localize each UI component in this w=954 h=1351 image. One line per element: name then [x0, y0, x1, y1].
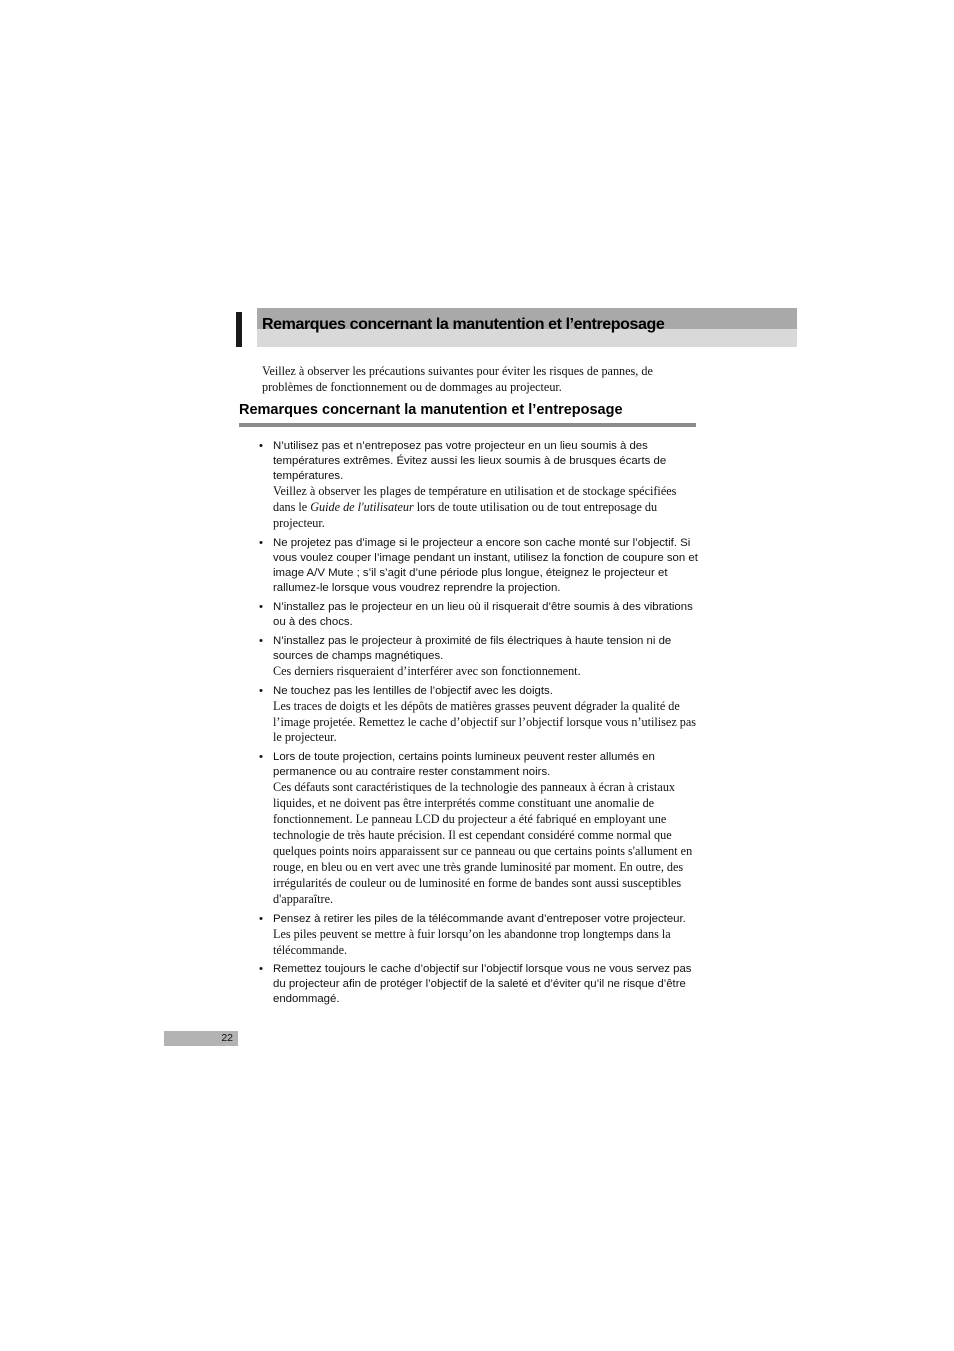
- page-title: Remarques concernant la manutention et l’entreposage: [262, 316, 665, 333]
- item-note-part: Veillez à observer les plages de température en utilisation et de stockage spécifiées dans le: [273, 484, 677, 514]
- bullet-icon: •: [259, 912, 263, 925]
- item-note: Ces défauts sont caractéristiques de la technologie des panneaux à écran à cristaux liquides, et ne doivent pas être interprétés comme constituant une anomalie de fonctionnement. Le panneau LCD du projecteur a été fabriqué en employant une technologie de très haute précision. Il est cependant considéré comme normal que quelques points noirs apparaissent sur ce panneau ou que certains points s'allument en rouge, en bleu ou en vert avec une très grande luminosité par moment. En outre, des irrégularités de couleur ou de luminosité en forme de bandes sont aussi susceptibles d'apparaître.: [273, 780, 693, 906]
- item-text: Lors de toute projection, certains points lumineux peuvent rester allumés en permanence ou au contraire rester constamment noirs.: [273, 751, 655, 779]
- item-text: N’installez pas le projecteur à proximité de fils électriques à haute tension ni de sources de champs magnétiques.: [273, 634, 672, 662]
- list-item: [259, 912, 699, 959]
- bullet-icon: •: [259, 634, 263, 647]
- page-number: 22: [221, 1032, 233, 1044]
- item-note: Ces derniers risqueraient d’interférer avec son fonctionnement.: [273, 663, 581, 678]
- list-item: [259, 439, 699, 532]
- item-note: Les traces de doigts et les dépôts de matières grasses peuvent dégrader la qualité de l’image projetée. Remettez le cache d’objectif sur l’objectif lorsque vous n’utilisez pas le projecteur.: [273, 698, 697, 745]
- item-note: Les piles peuvent se mettre à fuir lorsqu’on les abandonne trop longtemps dans la télécommande.: [273, 926, 671, 957]
- precautions-list: [259, 439, 699, 1011]
- bullet-icon: •: [259, 684, 263, 697]
- guide-reference: Guide de l'utilisateur: [310, 499, 414, 514]
- bullet-icon: •: [259, 600, 263, 613]
- item-note: [273, 484, 699, 532]
- item-text: N’utilisez pas et n’entreposez pas votre projecteur en un lieu soumis à des températures extrêmes. Évitez aussi les lieux soumis à de brusques écarts de températures.: [273, 440, 667, 482]
- list-item: [259, 634, 699, 680]
- item-text: Ne touchez pas les lentilles de l’objectif avec les doigts.: [273, 684, 553, 697]
- list-item: [259, 600, 699, 630]
- page-number-tab: [164, 1031, 238, 1046]
- section-rule: [239, 423, 696, 427]
- section-heading: Remarques concernant la manutention et l’entreposage: [239, 402, 623, 418]
- item-text: Remettez toujours le cache d’objectif sur l’objectif lorsque vous ne vous servez pas du projecteur afin de protéger l’objectif de la saleté et d’éviter qu’il ne risque d’être endommagé.: [273, 963, 692, 1006]
- item-text: N’installez pas le projecteur en un lieu où il risquerait d’être soumis à des vibrations ou à des chocs.: [273, 600, 693, 628]
- intro-paragraph: Veillez à observer les précautions suivantes pour éviter les risques de pannes, de problèmes de fonctionnement ou de dommages au projecteur.: [262, 364, 653, 394]
- list-item: [259, 750, 699, 907]
- list-item: [259, 536, 699, 596]
- item-note-part: lors de toute utilisation ou de tout entreposage du projecteur.: [273, 499, 658, 530]
- page-title-band: [236, 308, 797, 347]
- item-text: Ne projetez pas d’image si le projecteur a encore son cache monté sur l’objectif. Si vous voulez couper l’image pendant un instant, utilisez la fonction de coupure son et image A/V Mute ; s’il s’agit d’une période plus longue, éteignez le projecteur et rallumez-le lorsque vous voudrez reprendre la projection.: [273, 536, 698, 594]
- title-accent-bar: [236, 312, 242, 347]
- list-item: [259, 684, 699, 747]
- item-text: Pensez à retirer les piles de la télécommande avant d’entreposer votre projecteur.: [273, 912, 686, 925]
- bullet-icon: •: [259, 963, 263, 976]
- bullet-icon: •: [259, 751, 263, 764]
- bullet-icon: •: [259, 440, 263, 452]
- list-item: [259, 962, 699, 1007]
- bullet-icon: •: [259, 536, 263, 549]
